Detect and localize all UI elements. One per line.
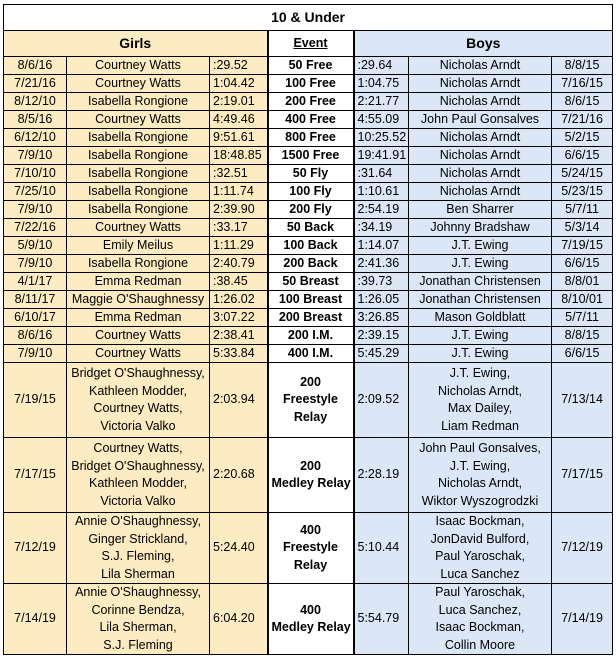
boys-name: J.T. Ewing	[409, 327, 552, 345]
boys-header: Boys	[354, 31, 613, 57]
boys-relay-names	[409, 584, 552, 655]
boys-time: 1:26.05	[354, 291, 409, 309]
relay-row	[4, 363, 613, 438]
boys-time: 2:09.52	[354, 363, 409, 438]
event-name: 100 Breast	[268, 291, 354, 309]
table-row	[4, 327, 613, 345]
boys-time: 3:26.85	[354, 309, 409, 327]
event-name: 100 Free	[268, 75, 354, 93]
header-row	[4, 31, 613, 57]
girls-relay-names	[67, 438, 210, 513]
girls-date: 8/11/17	[4, 291, 67, 309]
girls-date: 6/10/17	[4, 309, 67, 327]
boys-name: Nicholas Arndt	[409, 147, 552, 165]
girls-date: 7/12/19	[4, 513, 67, 584]
boys-date: 7/17/15	[552, 438, 613, 513]
boys-time: 19:41.91	[354, 147, 409, 165]
records-table	[3, 4, 613, 655]
boys-date: 8/8/01	[552, 273, 613, 291]
girls-time: 1:26.02	[210, 291, 268, 309]
relay-event-line: 200	[300, 374, 321, 389]
boys-date: 5/7/11	[552, 309, 613, 327]
relay-swimmer: Bridget O'Shaughnessy,	[71, 458, 205, 473]
relay-swimmer: Annie O'Shaughnessy,	[75, 514, 201, 528]
boys-date: 5/2/15	[552, 129, 613, 147]
boys-time: 2:21.77	[354, 93, 409, 111]
boys-time: 2:39.15	[354, 327, 409, 345]
boys-date: 8/10/01	[552, 291, 613, 309]
girls-time: 1:11.74	[210, 183, 268, 201]
table-row	[4, 111, 613, 129]
girls-date: 5/9/10	[4, 237, 67, 255]
boys-date: 7/21/16	[552, 111, 613, 129]
boys-name: Nicholas Arndt	[409, 93, 552, 111]
relay-swimmer: Courtney Watts,	[93, 401, 183, 415]
girls-time: 2:20.68	[210, 438, 268, 513]
boys-time: 1:04.75	[354, 75, 409, 93]
girls-time: 2:19.01	[210, 93, 268, 111]
table-row	[4, 201, 613, 219]
relay-swimmer: Isaac Bockman,	[435, 514, 525, 528]
relay-event-line: 200	[300, 458, 321, 473]
girls-name: Isabella Rongione	[67, 93, 210, 111]
relay-event-line: Freestyle	[283, 392, 338, 407]
event-name: 1500 Free	[268, 147, 354, 165]
event-name: 50 Fly	[268, 165, 354, 183]
girls-date: 4/1/17	[4, 273, 67, 291]
girls-date: 7/10/10	[4, 165, 67, 183]
boys-time: 2:54.19	[354, 201, 409, 219]
girls-time: 2:38.41	[210, 327, 268, 345]
girls-name: Maggie O'Shaughnessy	[67, 291, 210, 309]
relay-swimmer: J.T. Ewing,	[449, 458, 511, 473]
girls-relay-names	[67, 584, 210, 655]
boys-name: J.T. Ewing	[409, 255, 552, 273]
event-name: 50 Breast	[268, 273, 354, 291]
girls-date: 7/9/10	[4, 201, 67, 219]
boys-name: Nicholas Arndt	[409, 129, 552, 147]
relay-swimmer: Paul Yaroschak,	[435, 585, 525, 599]
girls-time: :32.51	[210, 165, 268, 183]
girls-time: :33.17	[210, 219, 268, 237]
relay-swimmer: Lila Sherman,	[99, 620, 177, 634]
boys-time: :31.64	[354, 165, 409, 183]
relay-swimmer: Annie O'Shaughnessy,	[75, 585, 201, 599]
girls-time: 2:40.79	[210, 255, 268, 273]
boys-name: Ben Sharrer	[409, 201, 552, 219]
boys-date: 6/6/15	[552, 255, 613, 273]
boys-relay-names	[409, 438, 552, 513]
event-name: 200 Back	[268, 255, 354, 273]
girls-time: 2:03.94	[210, 363, 268, 438]
table-row	[4, 57, 613, 75]
table-row	[4, 93, 613, 111]
event-name: 200 Free	[268, 93, 354, 111]
boys-date: 6/6/15	[552, 345, 613, 363]
relay-swimmer: Isaac Bockman,	[435, 620, 525, 634]
boys-date: 5/3/14	[552, 219, 613, 237]
relay-swimmer: Kathleen Modder,	[89, 383, 187, 398]
event-name: 50 Back	[268, 219, 354, 237]
event-name: 100 Fly	[268, 183, 354, 201]
girls-date: 6/12/10	[4, 129, 67, 147]
table-row	[4, 237, 613, 255]
relay-swimmer: Max Dailey,	[447, 401, 513, 415]
girls-time: 3:07.22	[210, 309, 268, 327]
table-row	[4, 183, 613, 201]
boys-name: John Paul Gonsalves	[409, 111, 552, 129]
girls-date: 7/22/16	[4, 219, 67, 237]
girls-date: 7/17/15	[4, 438, 67, 513]
boys-name: Jonathan Christensen	[409, 273, 552, 291]
relay-swimmer: Ginger Strickland,	[88, 531, 188, 546]
boys-name: Johnny Bradshaw	[409, 219, 552, 237]
relay-event-line: 400	[300, 602, 321, 617]
relay-event-name	[268, 438, 354, 513]
relay-swimmer: Wiktor Wyszogrodzki	[421, 493, 539, 508]
relay-swimmer: Nicholas Arndt,	[437, 476, 523, 490]
table-row	[4, 255, 613, 273]
table-row	[4, 345, 613, 363]
boys-relay-names	[409, 513, 552, 584]
table-row	[4, 75, 613, 93]
relay-swimmer: Collin Moore	[444, 637, 516, 652]
event-name: 800 Free	[268, 129, 354, 147]
boys-date: 8/8/15	[552, 327, 613, 345]
girls-name: Isabella Rongione	[67, 165, 210, 183]
event-name: 200 Fly	[268, 201, 354, 219]
girls-date: 7/14/19	[4, 584, 67, 655]
girls-time: 2:39.90	[210, 201, 268, 219]
relay-swimmer: Luca Sanchez,	[438, 602, 522, 617]
boys-time: :29.64	[354, 57, 409, 75]
relay-event-line: Medley Relay	[271, 620, 351, 634]
boys-name: Nicholas Arndt	[409, 75, 552, 93]
girls-date: 7/9/10	[4, 255, 67, 273]
boys-name: J.T. Ewing	[409, 237, 552, 255]
girls-date: 8/12/10	[4, 93, 67, 111]
girls-date: 7/25/10	[4, 183, 67, 201]
boys-name: Jonathan Christensen	[409, 291, 552, 309]
girls-name: Courtney Watts	[67, 327, 210, 345]
girls-name: Emma Redman	[67, 273, 210, 291]
girls-name: Courtney Watts	[67, 75, 210, 93]
relay-event-line: Relay	[293, 409, 328, 424]
boys-time: 5:10.44	[354, 513, 409, 584]
boys-name: Nicholas Arndt	[409, 57, 552, 75]
girls-time: :29.52	[210, 57, 268, 75]
girls-time: 6:04.20	[210, 584, 268, 655]
boys-time: :34.19	[354, 219, 409, 237]
event-name: 50 Free	[268, 57, 354, 75]
boys-name: J.T. Ewing	[409, 345, 552, 363]
relay-row	[4, 438, 613, 513]
relay-row	[4, 513, 613, 584]
relay-swimmer: Courtney Watts,	[93, 441, 183, 455]
boys-date: 7/12/19	[552, 513, 613, 584]
relay-swimmer: Corinne Bendza,	[91, 602, 185, 617]
boys-date: 7/14/19	[552, 584, 613, 655]
event-name: 400 Free	[268, 111, 354, 129]
girls-time: 9:51.61	[210, 129, 268, 147]
relay-event-name	[268, 363, 354, 438]
boys-time: :39.73	[354, 273, 409, 291]
table-row	[4, 273, 613, 291]
boys-date: 8/8/15	[552, 57, 613, 75]
girls-date: 7/9/10	[4, 345, 67, 363]
girls-date: 8/6/16	[4, 327, 67, 345]
table-row	[4, 291, 613, 309]
girls-name: Courtney Watts	[67, 219, 210, 237]
relay-swimmer: Paul Yaroschak,	[435, 549, 525, 563]
event-name: 200 I.M.	[268, 327, 354, 345]
event-name: 400 I.M.	[268, 345, 354, 363]
girls-name: Emma Redman	[67, 309, 210, 327]
girls-date: 7/9/10	[4, 147, 67, 165]
girls-relay-names	[67, 363, 210, 438]
girls-name: Courtney Watts	[67, 111, 210, 129]
girls-time: 4:49.46	[210, 111, 268, 129]
girls-time: 1:04.42	[210, 75, 268, 93]
relay-swimmer: Victoria Valko	[100, 418, 176, 433]
girls-date: 8/6/16	[4, 57, 67, 75]
relay-swimmer: Liam Redman	[441, 418, 519, 433]
relay-swimmer: Bridget O'Shaughnessy,	[71, 366, 205, 380]
boys-time: 2:41.36	[354, 255, 409, 273]
boys-name: Nicholas Arndt	[409, 183, 552, 201]
event-name: 200 Breast	[268, 309, 354, 327]
relay-swimmer: Victoria Valko	[100, 493, 176, 508]
girls-time: 5:24.40	[210, 513, 268, 584]
boys-time: 5:45.29	[354, 345, 409, 363]
girls-name: Courtney Watts	[67, 345, 210, 363]
boys-time: 2:28.19	[354, 438, 409, 513]
table-row	[4, 129, 613, 147]
boys-time: 10:25.52	[354, 129, 409, 147]
girls-name: Emily Meilus	[67, 237, 210, 255]
girls-date: 7/19/15	[4, 363, 67, 438]
relay-row	[4, 584, 613, 655]
girls-name: Courtney Watts	[67, 57, 210, 75]
boys-date: 7/16/15	[552, 75, 613, 93]
boys-time: 5:54.79	[354, 584, 409, 655]
table-row	[4, 165, 613, 183]
girls-time: 1:11.29	[210, 237, 268, 255]
relay-swimmer: Lila Sherman	[101, 566, 175, 581]
relay-swimmer: Nicholas Arndt,	[437, 383, 523, 398]
relay-swimmer: S.J. Fleming,	[101, 549, 175, 563]
girls-time: 5:33.84	[210, 345, 268, 363]
relay-swimmer: JonDavid Bulford,	[430, 531, 530, 546]
event-name: 100 Back	[268, 237, 354, 255]
relay-event-line: Freestyle	[283, 540, 338, 555]
boys-date: 6/6/15	[552, 147, 613, 165]
table-row	[4, 147, 613, 165]
boys-date: 7/19/15	[552, 237, 613, 255]
boys-name: Nicholas Arndt	[409, 165, 552, 183]
girls-name: Isabella Rongione	[67, 201, 210, 219]
boys-relay-names	[409, 363, 552, 438]
boys-name: Mason Goldblatt	[409, 309, 552, 327]
boys-time: 1:14.07	[354, 237, 409, 255]
table-row	[4, 219, 613, 237]
boys-date: 5/24/15	[552, 165, 613, 183]
relay-event-line: 400	[300, 522, 321, 537]
boys-date: 5/23/15	[552, 183, 613, 201]
girls-time: 18:48.85	[210, 147, 268, 165]
event-header: Event	[268, 31, 354, 57]
boys-date: 5/7/11	[552, 201, 613, 219]
boys-time: 4:55.09	[354, 111, 409, 129]
relay-event-name	[268, 513, 354, 584]
title-row	[4, 5, 613, 31]
girls-date: 7/21/16	[4, 75, 67, 93]
table-row	[4, 309, 613, 327]
boys-date: 7/13/14	[552, 363, 613, 438]
relay-event-name	[268, 584, 354, 655]
relay-swimmer: S.J. Fleming	[103, 637, 173, 652]
girls-date: 8/5/16	[4, 111, 67, 129]
girls-time: :38.45	[210, 273, 268, 291]
boys-date: 8/6/15	[552, 93, 613, 111]
boys-time: 1:10.61	[354, 183, 409, 201]
relay-event-line: Medley Relay	[271, 476, 351, 490]
relay-swimmer: Kathleen Modder,	[89, 476, 187, 490]
girls-name: Isabella Rongione	[67, 183, 210, 201]
girls-name: Isabella Rongione	[67, 129, 210, 147]
girls-header: Girls	[4, 31, 268, 57]
girls-relay-names	[67, 513, 210, 584]
girls-name: Isabella Rongione	[67, 147, 210, 165]
table-title: 10 & Under	[4, 5, 613, 31]
relay-swimmer: John Paul Gonsalves,	[419, 441, 541, 455]
girls-name: Isabella Rongione	[67, 255, 210, 273]
relay-swimmer: Luca Sanchez	[440, 566, 520, 581]
relay-swimmer: J.T. Ewing,	[449, 366, 511, 380]
relay-event-line: Relay	[293, 557, 328, 572]
